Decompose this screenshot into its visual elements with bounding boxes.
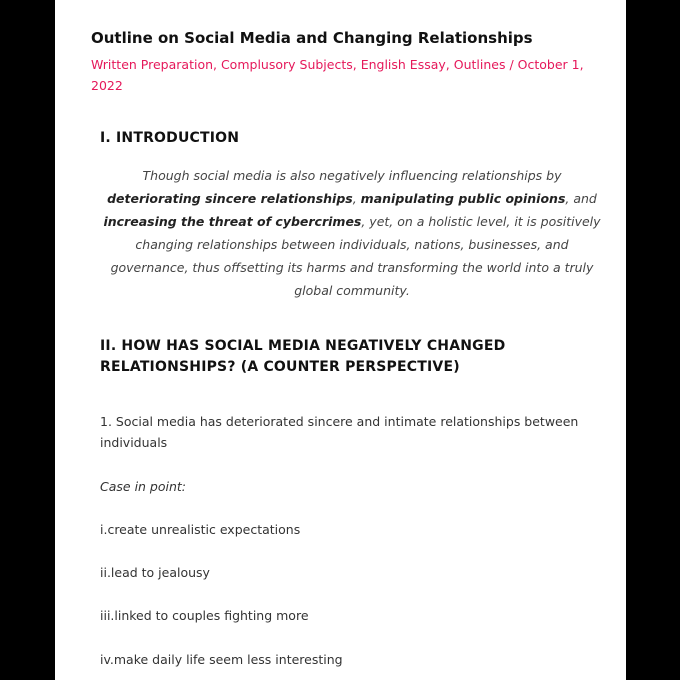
thesis-bold-cybercrimes: increasing the threat of cybercrimes xyxy=(103,214,362,229)
thesis-statement xyxy=(97,164,607,302)
article-meta-categories[interactable]: Written Preparation, Complusory Subjects, English Essay, Outlines / October 1, 2022 xyxy=(91,57,584,93)
case-in-point-label: Case in point: xyxy=(100,479,187,494)
case-item-1: i.create unrealistic expectations xyxy=(100,522,301,537)
negative-changes-heading: II. HOW HAS SOCIAL MEDIA NEGATIVELY CHANGED RELATIONSHIPS? (A COUNTER PERSPECTIVE) xyxy=(100,338,506,375)
thesis-text-3: , and xyxy=(565,191,597,206)
thesis-text-2: , xyxy=(352,191,361,206)
case-item-2: ii.lead to jealousy xyxy=(100,565,210,580)
article-title[interactable]: Outline on Social Media and Changing Relationships xyxy=(91,29,533,47)
article-page xyxy=(55,0,626,680)
point-1-text: 1. Social media has deteriorated sincere and intimate relationships between individuals xyxy=(100,414,579,450)
thesis-text-1: Though social media is also negatively influencing relationships by xyxy=(142,168,562,183)
thesis-bold-deteriorating: deteriorating sincere relationships xyxy=(107,191,353,206)
case-item-4: iv.make daily life seem less interesting xyxy=(100,652,343,667)
case-item-3: iii.linked to couples fighting more xyxy=(100,608,309,623)
thesis-text-4: , yet, on a holistic level, it is positively changing relationships between individuals, nations, businesses, and governance, thus offsetting its harms and transforming the world into a truly global community. xyxy=(110,214,601,298)
thesis-bold-manipulating: manipulating public opinions xyxy=(360,191,566,206)
introduction-heading: I. INTRODUCTION xyxy=(100,130,240,146)
